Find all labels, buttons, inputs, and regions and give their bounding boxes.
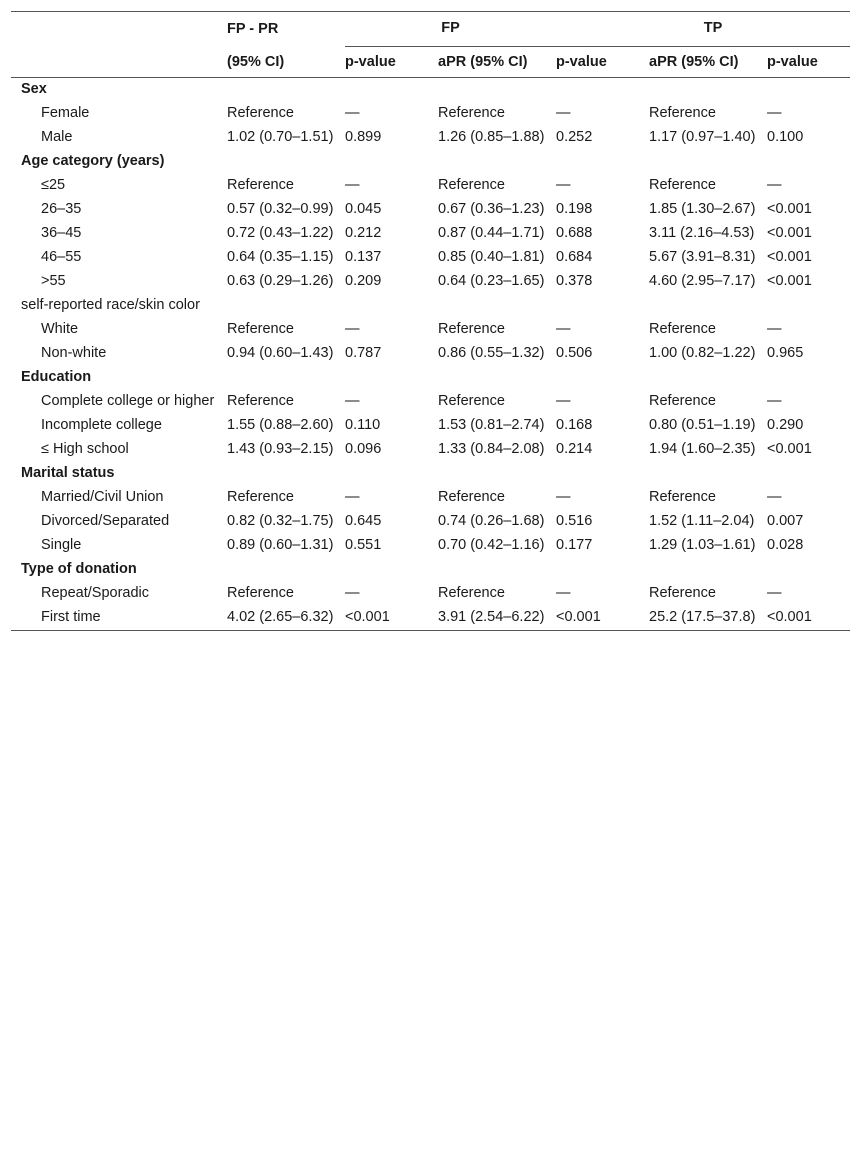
table-cell-c6: 0.290 <box>767 417 804 433</box>
table-cell-c6: — <box>767 321 782 337</box>
table-cell-c1: 1.55 (0.88–2.60) <box>227 417 334 433</box>
table-cell-c5: Reference <box>649 177 716 193</box>
table-cell-c4: — <box>556 177 571 193</box>
row-label: >55 <box>41 273 66 289</box>
row-label: ≤25 <box>41 177 66 193</box>
table-cell-c4: 0.214 <box>556 441 593 457</box>
table-cell-c6: — <box>767 393 782 409</box>
category-row <box>11 294 850 318</box>
table-cell-c4: <0.001 <box>556 609 601 625</box>
header-tp: TP <box>703 20 723 36</box>
table-cell-c2: 0.899 <box>345 129 382 145</box>
category-label: Age category (years) <box>21 153 165 169</box>
table-cell-c2: — <box>345 177 360 193</box>
table-cell-c3: 1.33 (0.84–2.08) <box>438 441 545 457</box>
table-cell-c4: 0.516 <box>556 513 593 529</box>
table-cell-c1: 1.02 (0.70–1.51) <box>227 129 334 145</box>
table-cell-c1: Reference <box>227 489 294 505</box>
category-label: self-reported race/skin color <box>21 297 200 313</box>
table-cell-c1: 1.43 (0.93–2.15) <box>227 441 334 457</box>
table-cell-c3: 0.74 (0.26–1.68) <box>438 513 545 529</box>
table-cell-c6: <0.001 <box>767 609 812 625</box>
table-cell-c2: 0.209 <box>345 273 382 289</box>
table-row <box>11 102 850 126</box>
table-cell-c4: 0.506 <box>556 345 593 361</box>
table-row <box>11 534 850 558</box>
table-cell-c4: 0.177 <box>556 537 593 553</box>
table-cell-c2: 0.645 <box>345 513 382 529</box>
category-label: Education <box>21 369 92 385</box>
category-row <box>11 150 850 174</box>
table-cell-c3: Reference <box>438 177 505 193</box>
table-cell-c2: 0.096 <box>345 441 382 457</box>
header-fp-group <box>345 12 556 47</box>
header-row-groups <box>11 12 850 46</box>
table-cell-c6: 0.028 <box>767 537 804 553</box>
table-cell-c5: Reference <box>649 105 716 121</box>
table-cell-c1: 4.02 (2.65–6.32) <box>227 609 334 625</box>
table-cell-c3: 0.64 (0.23–1.65) <box>438 273 545 289</box>
table-cell-c5: 1.94 (1.60–2.35) <box>649 441 756 457</box>
table-cell-c3: 0.70 (0.42–1.16) <box>438 537 545 553</box>
table-cell-c2: — <box>345 585 360 601</box>
row-label: 36–45 <box>41 225 82 241</box>
table-cell-c3: Reference <box>438 585 505 601</box>
table-cell-c1: 0.64 (0.35–1.15) <box>227 249 334 265</box>
table-cell-c1: 0.57 (0.32–0.99) <box>227 201 334 217</box>
table-cell-c6: 0.965 <box>767 345 804 361</box>
row-label: 46–55 <box>41 249 82 265</box>
table-cell-c4: 0.688 <box>556 225 593 241</box>
table-cell-c5: 1.85 (1.30–2.67) <box>649 201 756 217</box>
table-cell-c2: — <box>345 321 360 337</box>
table-cell-c5: Reference <box>649 585 716 601</box>
table-cell-c4: — <box>556 105 571 121</box>
category-row <box>11 366 850 390</box>
table-cell-c2: 0.137 <box>345 249 382 265</box>
table-cell-c6: <0.001 <box>767 249 812 265</box>
table-cell-c1: 0.82 (0.32–1.75) <box>227 513 334 529</box>
table-cell-c2: 0.787 <box>345 345 382 361</box>
row-label: First time <box>41 609 101 625</box>
table-cell-c1: 0.72 (0.43–1.22) <box>227 225 334 241</box>
table-cell-c2: 0.551 <box>345 537 382 553</box>
table-cell-c4: — <box>556 585 571 601</box>
header-pvalue-3: p-value <box>767 54 818 70</box>
table-cell-c2: 0.045 <box>345 201 382 217</box>
table-cell-c6: <0.001 <box>767 225 812 241</box>
table-cell-c5: 5.67 (3.91–8.31) <box>649 249 756 265</box>
table-row <box>11 318 850 342</box>
row-label: Complete college or higher <box>41 393 215 409</box>
table-cell-c3: Reference <box>438 105 505 121</box>
header-fppr: FP - PR <box>227 20 279 37</box>
table-cell-c2: 0.212 <box>345 225 382 241</box>
table-cell-c6: — <box>767 177 782 193</box>
table-cell-c2: — <box>345 489 360 505</box>
table-cell-c4: — <box>556 321 571 337</box>
table-cell-c6: <0.001 <box>767 201 812 217</box>
row-label: Married/Civil Union <box>41 489 164 505</box>
table-row <box>11 222 850 246</box>
table-cell-c4: — <box>556 489 571 505</box>
table-cell-c3: 0.86 (0.55–1.32) <box>438 345 545 361</box>
table-cell-c5: 4.60 (2.95–7.17) <box>649 273 756 289</box>
table-row <box>11 486 850 510</box>
table-cell-c1: Reference <box>227 393 294 409</box>
table-cell-c6: — <box>767 585 782 601</box>
table-cell-c1: 0.63 (0.29–1.26) <box>227 273 334 289</box>
row-label: Female <box>41 105 90 121</box>
header-apr-1: aPR (95% CI) <box>438 54 528 70</box>
table-row <box>11 582 850 606</box>
table-cell-c3: Reference <box>438 489 505 505</box>
header-tp-group <box>556 12 850 47</box>
header-ci: (95% CI) <box>227 54 285 70</box>
table-cell-c5: Reference <box>649 393 716 409</box>
table-row <box>11 606 850 630</box>
table-cell-c5: 1.17 (0.97–1.40) <box>649 129 756 145</box>
table-cell-c3: 3.91 (2.54–6.22) <box>438 609 545 625</box>
table-cell-c4: 0.684 <box>556 249 593 265</box>
table-cell-c2: — <box>345 105 360 121</box>
table-cell-c5: 1.52 (1.11–2.04) <box>649 513 755 529</box>
table-cell-c5: 3.11 (2.16–4.53) <box>649 225 755 241</box>
table-row <box>11 174 850 198</box>
table-cell-c4: 0.168 <box>556 417 593 433</box>
table-cell-c1: Reference <box>227 105 294 121</box>
table-cell-c2: <0.001 <box>345 609 390 625</box>
table-cell-c3: Reference <box>438 321 505 337</box>
row-label: Divorced/Separated <box>41 513 170 529</box>
table-row <box>11 126 850 150</box>
row-label: Single <box>41 537 82 553</box>
table-row <box>11 390 850 414</box>
category-row <box>11 462 850 486</box>
category-label: Type of donation <box>21 561 137 577</box>
table-cell-c5: 25.2 (17.5–37.8) <box>649 609 756 625</box>
table-cell-c1: 0.89 (0.60–1.31) <box>227 537 334 553</box>
table-cell-c6: 0.007 <box>767 513 804 529</box>
table-cell-c4: 0.198 <box>556 201 593 217</box>
table-cell-c5: 0.80 (0.51–1.19) <box>649 417 756 433</box>
header-pvalue-2: p-value <box>556 54 607 70</box>
table-cell-c5: 1.29 (1.03–1.61) <box>649 537 756 553</box>
row-label: Incomplete college <box>41 417 162 433</box>
table-cell-c6: <0.001 <box>767 273 812 289</box>
table-cell-c6: 0.100 <box>767 129 804 145</box>
category-label: Sex <box>21 81 47 97</box>
header-row-columns <box>11 46 850 78</box>
table-cell-c1: 0.94 (0.60–1.43) <box>227 345 334 361</box>
table-cell-c1: Reference <box>227 321 294 337</box>
table-cell-c6: — <box>767 105 782 121</box>
table-cell-c4: 0.378 <box>556 273 593 289</box>
table-row <box>11 198 850 222</box>
table-cell-c1: Reference <box>227 177 294 193</box>
table-row <box>11 246 850 270</box>
row-label: ≤ High school <box>41 441 129 457</box>
row-label: Male <box>41 129 73 145</box>
header-pvalue-1: p-value <box>345 54 396 70</box>
table-cell-c3: 0.85 (0.40–1.81) <box>438 249 545 265</box>
table-cell-c2: 0.110 <box>345 417 381 433</box>
row-label: Non-white <box>41 345 107 361</box>
table-cell-c5: 1.00 (0.82–1.22) <box>649 345 756 361</box>
table-cell-c4: 0.252 <box>556 129 593 145</box>
table-cell-c4: — <box>556 393 571 409</box>
table-row <box>11 414 850 438</box>
row-label: White <box>41 321 79 337</box>
table-row <box>11 342 850 366</box>
table-cell-c3: 1.53 (0.81–2.74) <box>438 417 545 433</box>
table-row <box>11 270 850 294</box>
table-row <box>11 510 850 534</box>
table-body <box>11 78 850 630</box>
table-cell-c2: — <box>345 393 360 409</box>
row-label: 26–35 <box>41 201 82 217</box>
category-label: Marital status <box>21 465 115 481</box>
table-cell-c5: Reference <box>649 321 716 337</box>
header-fp: FP <box>441 20 460 36</box>
category-row <box>11 558 850 582</box>
table-cell-c3: 0.87 (0.44–1.71) <box>438 225 545 241</box>
category-row <box>11 78 850 102</box>
table-row <box>11 438 850 462</box>
table-cell-c1: Reference <box>227 585 294 601</box>
table-cell-c5: Reference <box>649 489 716 505</box>
table-cell-c6: — <box>767 489 782 505</box>
table-cell-c3: 1.26 (0.85–1.88) <box>438 129 545 145</box>
table-cell-c6: <0.001 <box>767 441 812 457</box>
header-apr-2: aPR (95% CI) <box>649 54 739 70</box>
table-cell-c3: Reference <box>438 393 505 409</box>
table-cell-c3: 0.67 (0.36–1.23) <box>438 201 545 217</box>
results-table <box>11 11 850 631</box>
row-label: Repeat/Sporadic <box>41 585 150 601</box>
